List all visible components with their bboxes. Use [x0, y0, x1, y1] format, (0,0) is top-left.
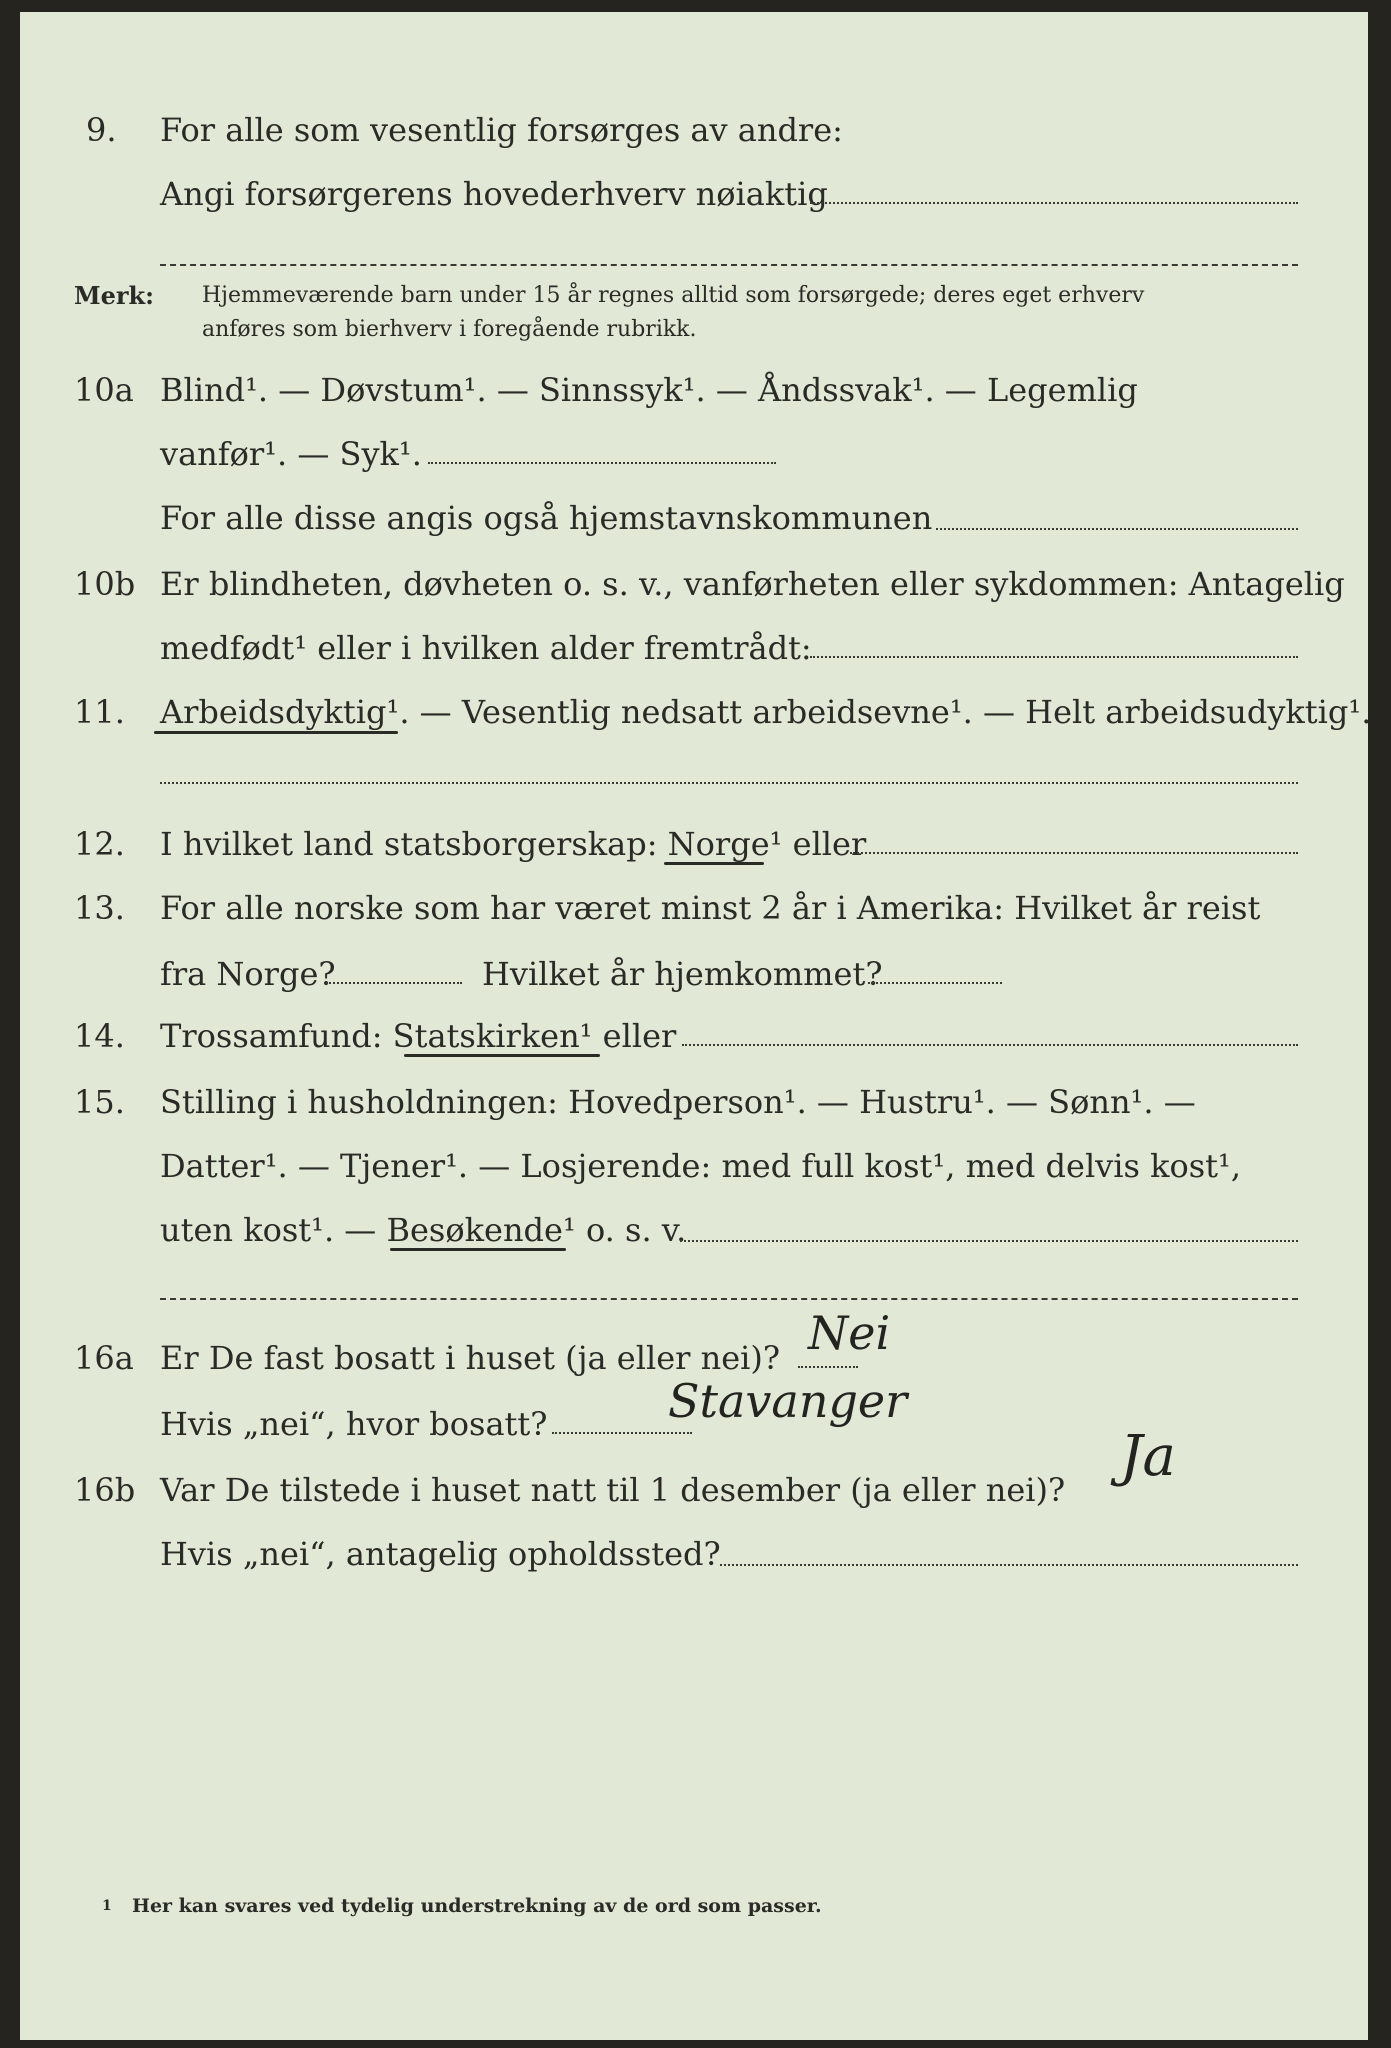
q10a-line3: For alle disse angis også hjemstavnskommunen [160, 499, 933, 537]
q9-answer-field[interactable] [810, 202, 1298, 204]
q11-underline-mark [154, 731, 398, 734]
q16a-line2: Hvis „nei“, hvor bosatt? [160, 1405, 548, 1443]
q16a-answer1-field[interactable] [798, 1366, 858, 1368]
q10b-line1: Er blindheten, døvheten o. s. v., vanførheten eller sykdommen: Antagelig [160, 565, 1345, 603]
q14-answer-field[interactable] [682, 1044, 1298, 1046]
q14-number: 14. [74, 1017, 125, 1055]
q15-underline-mark [390, 1248, 566, 1251]
q13-year-returned-field[interactable] [868, 982, 1002, 984]
q14-line1: Trossamfund: Statskirken¹ eller [160, 1017, 677, 1055]
merk-line2: anføres som bierhverv i foregående rubrikk. [202, 317, 697, 342]
footnote-text: Her kan svares ved tydelig understrekning av de ord som passer. [132, 1895, 822, 1917]
q10a-number: 10a [74, 371, 134, 409]
q9-number: 9. [86, 111, 117, 149]
q10a-line2: vanfør¹. — Syk¹. [160, 435, 422, 473]
q16b-handwritten-answer1: Ja [1120, 1424, 1176, 1489]
q13-number: 13. [74, 889, 125, 927]
q13-line2b: Hvilket år hjemkommet? [482, 955, 883, 993]
merk-label: Merk: [74, 281, 154, 310]
q12-number: 12. [74, 825, 125, 863]
q16a-handwritten-answer1: Nei [808, 1306, 891, 1360]
q13-year-left-field[interactable] [326, 982, 462, 984]
q15-number: 15. [74, 1083, 125, 1121]
q16b-answer2-field[interactable] [720, 1564, 1298, 1566]
q15-answer-field[interactable] [680, 1240, 1298, 1242]
q10a-answer-field[interactable] [428, 462, 776, 464]
q9-line2: Angi forsørgerens hovederhverv nøiaktig [160, 175, 828, 213]
q12-answer-field[interactable] [850, 852, 1298, 854]
separator-rule [160, 264, 1298, 266]
q14-underline-mark [404, 1054, 600, 1057]
q15-line1: Stilling i husholdningen: Hovedperson¹. — Hustru¹. — Sønn¹. — [160, 1083, 1196, 1121]
q16a-handwritten-answer2: Stavanger [668, 1374, 908, 1428]
q16a-line1: Er De fast bosatt i huset (ja eller nei)? [160, 1339, 781, 1377]
q10b-line2: medfødt¹ eller i hvilken alder fremtrådt: [160, 629, 812, 667]
q10b-number: 10b [74, 565, 136, 603]
q11-number: 11. [74, 693, 125, 731]
q10a-home-municipality-field[interactable] [936, 528, 1298, 530]
q16a-answer2-field[interactable] [552, 1432, 692, 1434]
q10b-answer-field[interactable] [810, 656, 1298, 658]
q15-line3: uten kost¹. — Besøkende¹ o. s. v. [160, 1211, 687, 1249]
q12-line1: I hvilket land statsborgerskap: Norge¹ eller [160, 825, 867, 863]
census-form-page [20, 12, 1372, 2040]
q11-answer-field[interactable] [160, 782, 1298, 784]
q11-line1: Arbeidsdyktig¹. — Vesentlig nedsatt arbeidsevne¹. — Helt arbeidsudyktig¹. [160, 693, 1372, 731]
footnote-mark: 1 [102, 1898, 112, 1914]
q9-line1: For alle som vesentlig forsørges av andre: [160, 111, 843, 149]
q10a-line1: Blind¹. — Døvstum¹. — Sinnssyk¹. — Åndssvak¹. — Legemlig [160, 371, 1138, 409]
q12-underline-mark [664, 862, 764, 865]
q15-line2: Datter¹. — Tjener¹. — Losjerende: med full kost¹, med delvis kost¹, [160, 1147, 1242, 1185]
q16b-line1: Var De tilstede i huset natt til 1 desember (ja eller nei)? [160, 1471, 1066, 1509]
separator-rule-2 [160, 1298, 1298, 1300]
q16b-line2: Hvis „nei“, antagelig opholdssted? [160, 1535, 721, 1573]
q13-line1: For alle norske som har været minst 2 år i Amerika: Hvilket år reist [160, 889, 1261, 927]
q16b-number: 16b [74, 1471, 136, 1509]
q16a-number: 16a [74, 1339, 134, 1377]
q13-line2a: fra Norge? [160, 955, 336, 993]
merk-line1: Hjemmeværende barn under 15 år regnes alltid som forsørgede; deres eget erhverv [202, 283, 1145, 308]
